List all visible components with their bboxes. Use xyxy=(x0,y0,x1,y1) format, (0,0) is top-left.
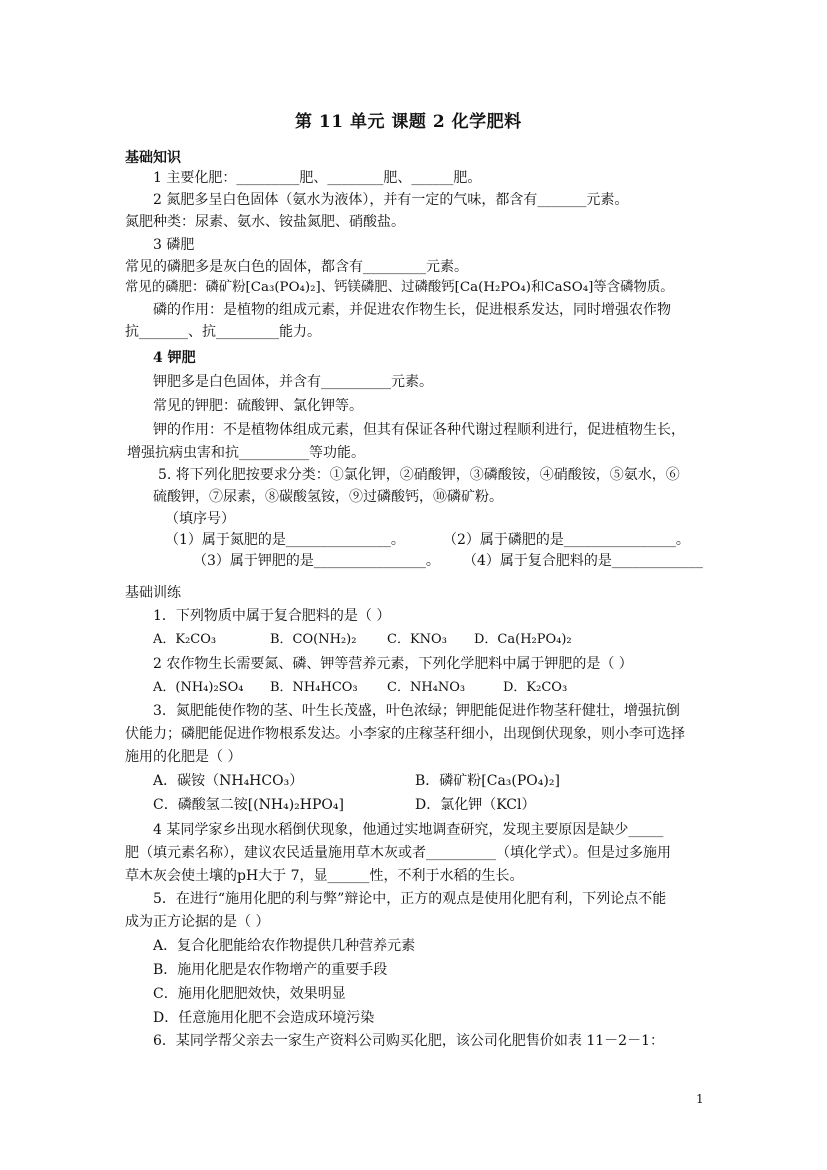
q3-option-b: B．磷矿粉[Ca₃(PO₄)₂] xyxy=(415,773,560,789)
text-line: （2）属于磷肥的是________________。 xyxy=(443,532,690,548)
q1-option-b: B．CO(NH₂)₂ xyxy=(270,632,357,647)
q1-option-d: D．Ca(H₂PO₄)₂ xyxy=(474,632,572,647)
text-line: 施用的化肥是（ ） xyxy=(125,749,242,765)
text-line: 肥（填元素名称），建议农民适量施用草木灰或者__________（填化学式）。但是过多施用 xyxy=(125,845,671,861)
text-line: 磷的作用：是植物的组成元素，并促进农作物生长，促进根系发达，同时增强农作物 xyxy=(153,302,671,318)
q5-option-c: C．施用化肥肥效快，效果明显 xyxy=(153,986,346,1002)
question-3: 3．氮肥能使作物的茎、叶生长茂盛，叶色浓绿；钾肥能促进作物茎秆健壮，增强抗倒 xyxy=(153,703,680,719)
text-line: 伏能力；磷肥能促进作物根系发达。小李家的庄稼茎秆细小，出现倒伏现象，则小李可选择 xyxy=(125,726,685,742)
section-heading-basic-knowledge: 基础知识 xyxy=(125,150,181,166)
q2-option-c: C．NH₄NO₃ xyxy=(387,680,466,695)
question-1: 1．下列物质中属于复合肥料的是（ ） xyxy=(153,608,391,624)
text-line: 常见的磷肥：磷矿粉[Ca₃(PO₄)₂]、钙镁磷肥、过磷酸钙[Ca(H₂PO₄)和CaSO₄]等含磷物质。 xyxy=(125,280,674,295)
q3-option-d: D．氯化钾（KCl） xyxy=(415,797,536,813)
question-2: 2 农作物生长需要氮、磷、钾等营养元素，下列化学肥料中属于钾肥的是（ ） xyxy=(153,656,633,672)
q2-option-b: B．NH₄HCO₃ xyxy=(270,680,358,695)
text-line: 1 主要化肥：_________肥、________肥、______肥。 xyxy=(153,170,482,186)
text-line: 钾的作用：不是植物体组成元素，但其有保证各种代谢过程顺利进行，促进植物生长， xyxy=(153,422,685,438)
q3-option-a: A．碳铵（NH₄HCO₃） xyxy=(153,773,304,789)
section-heading-basic-training: 基础训练 xyxy=(125,585,181,601)
question-4: 4 某同学家乡出现水稻倒伏现象，他通过实地调查研究，发现主要原因是缺少_____ xyxy=(153,822,664,838)
q1-option-a: A．K₂CO₃ xyxy=(153,632,217,647)
text-line: 氮肥种类：尿素、氨水、铵盐氮肥、硝酸盐。 xyxy=(125,214,405,230)
text-line: 增强抗病虫害和抗__________等功能。 xyxy=(127,445,365,461)
text-line: 常见的磷肥多是灰白色的固体，都含有_________元素。 xyxy=(125,259,468,275)
question-5: 5．在进行“施用化肥的利与弊”辩论中，正方的观点是使用化肥有利，下列论点不能 xyxy=(153,891,667,907)
q2-option-a: A．(NH₄)₂SO₄ xyxy=(153,680,244,695)
text-line: （4）属于复合肥料的是_____________ xyxy=(463,553,703,569)
text-line: 常见的钾肥：硫酸钾、氯化钾等。 xyxy=(153,398,363,414)
q5-option-d: D．任意施用化肥不会造成环境污染 xyxy=(153,1010,375,1026)
q2-option-d: D．K₂CO₃ xyxy=(503,680,568,695)
text-line: 成为正方论据的是（ ） xyxy=(125,914,270,930)
q5-option-b: B．施用化肥是农作物增产的重要手段 xyxy=(153,962,388,978)
page-number: 1 xyxy=(696,1092,704,1106)
text-line: 4 钾肥 xyxy=(153,350,196,366)
text-line: 5. 将下列化肥按要求分类：①氯化钾，②硝酸钾，③磷酸铵，④硝酸铵，⑤氨水，⑥ xyxy=(158,467,680,483)
text-line: 2 氮肥多呈白色固体（氨水为液体），并有一定的气味，都含有_______元素。 xyxy=(153,192,629,208)
text-line: 草木灰会使土壤的pH大于 7，显______性，不利于水稻的生长。 xyxy=(125,868,524,884)
q3-option-c: C．磷酸氢二铵[(NH₄)₂HPO₄] xyxy=(153,797,344,813)
text-line: 硫酸钾，⑦尿素，⑧碳酸氢铵，⑨过磷酸钙，⑩磷矿粉。 xyxy=(153,489,503,505)
q5-option-a: A．复合化肥能给农作物提供几种营养元素 xyxy=(153,938,416,954)
text-line: 3 磷肥 xyxy=(153,237,195,253)
text-line: （3）属于钾肥的是________________。 xyxy=(193,553,440,569)
page-title: 第 11 单元 课题 2 化学肥料 xyxy=(295,112,522,132)
text-line: （1）属于氮肥的是_______________。 xyxy=(165,532,405,548)
text-line: 钾肥多是白色固体，并含有__________元素。 xyxy=(153,374,433,390)
text-line: 抗_______、抗_________能力。 xyxy=(125,324,321,340)
q1-option-c: C．KNO₃ xyxy=(387,632,447,647)
question-6: 6．某同学帮父亲去一家生产资料公司购买化肥，该公司化肥售价如表 11－2－1： xyxy=(153,1033,664,1049)
text-line: （填序号） xyxy=(165,511,235,527)
